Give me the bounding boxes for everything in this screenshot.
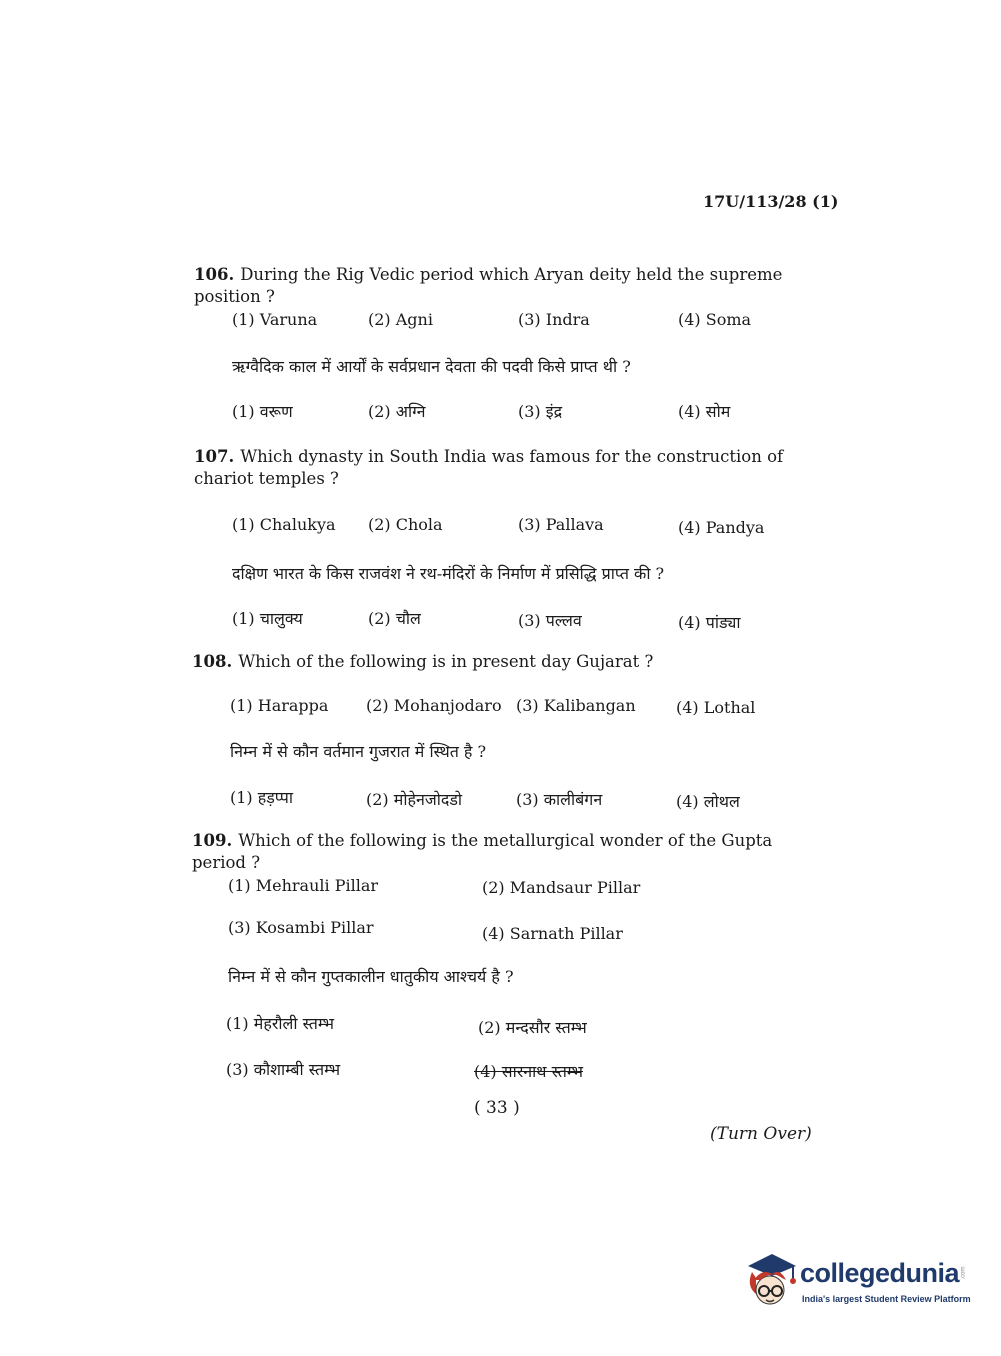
option-en: (4) Soma [678, 310, 752, 329]
option-hi: (2) मन्दसौर स्तम्भ [478, 1018, 587, 1037]
option-hi: (4) सारनाथ स्तम्भ [474, 1062, 583, 1081]
question-109 [192, 830, 792, 874]
option-en: (3) Pallava [518, 515, 604, 534]
question-106 [194, 264, 804, 308]
option-hi: (1) मेहरौली स्तम्भ [226, 1014, 334, 1033]
paper-code: 17U/113/28 (1) [703, 192, 839, 211]
option-hi: (2) चौल [368, 609, 421, 628]
question-107 [194, 446, 806, 490]
option-en: (3) Kalibangan [516, 696, 636, 715]
question-text-en: During the Rig Vedic period which Aryan deity held the supreme position ? [194, 265, 783, 306]
option-hi: (2) अग्नि [368, 402, 426, 421]
option-en: (2) Mandsaur Pillar [482, 878, 641, 897]
question-text-hi: निम्न में से कौन गुप्तकालीन धातुकीय आश्चर्य है ? [228, 967, 514, 986]
option-hi: (3) पल्लव [518, 611, 582, 630]
question-text-hi: ऋग्वैदिक काल में आर्यों के सर्वप्रधान देवता की पदवी किसे प्राप्त थी ? [232, 357, 631, 376]
option-hi: (1) वरूण [232, 402, 293, 421]
option-en: (1) Harappa [230, 696, 329, 715]
turn-over-note: (Turn Over) [710, 1124, 812, 1144]
option-hi: (3) कालीबंगन [516, 790, 603, 809]
option-hi: (4) पांड्या [678, 613, 741, 632]
mascot-icon [742, 1250, 800, 1312]
question-text-hi: दक्षिण भारत के किस राजवंश ने रथ-मंदिरों के निर्माण में प्रसिद्धि प्राप्त की ? [232, 564, 665, 583]
option-hi: (4) लोथल [676, 792, 740, 811]
option-hi: (1) हड़प्पा [230, 788, 293, 807]
option-en: (4) Pandya [678, 518, 765, 537]
option-en: (4) Sarnath Pillar [482, 924, 623, 943]
brand-suffix: .com [960, 1266, 967, 1280]
question-number: 108. [192, 652, 233, 671]
question-text-en: Which dynasty in South India was famous for the construction of chariot temples ? [194, 447, 784, 488]
option-en: (3) Kosambi Pillar [228, 918, 374, 937]
option-en: (1) Mehrauli Pillar [228, 876, 379, 895]
question-text-hi: निम्न में से कौन वर्तमान गुजरात में स्थित है ? [230, 742, 487, 761]
question-text-en: Which of the following is the metallurgical wonder of the Gupta period ? [192, 831, 773, 872]
option-hi: (1) चालुक्य [232, 609, 303, 628]
question-108 [192, 651, 802, 673]
question-number: 106. [194, 265, 235, 284]
option-en: (2) Mohanjodaro [366, 696, 502, 715]
option-en: (4) Lothal [676, 698, 756, 717]
option-hi: (2) मोहेनजोदडो [366, 790, 463, 809]
option-en: (2) Agni [368, 310, 433, 329]
option-en: (1) Varuna [232, 310, 318, 329]
brand-name: collegedunia [800, 1258, 960, 1288]
option-hi: (3) इंद्र [518, 402, 563, 421]
option-en: (2) Chola [368, 515, 443, 534]
question-number: 109. [192, 831, 233, 850]
question-text-en: Which of the following is in present day Gujarat ? [238, 652, 654, 671]
collegedunia-logo[interactable] [742, 1250, 972, 1312]
option-en: (3) Indra [518, 310, 590, 329]
option-hi: (4) सोम [678, 402, 731, 421]
option-en: (1) Chalukya [232, 515, 336, 534]
brand-tagline: India's largest Student Review Platform [802, 1294, 971, 1304]
question-number: 107. [194, 447, 235, 466]
page-number: ( 33 ) [474, 1098, 520, 1118]
option-hi: (3) कौशाम्बी स्तम्भ [226, 1060, 341, 1079]
